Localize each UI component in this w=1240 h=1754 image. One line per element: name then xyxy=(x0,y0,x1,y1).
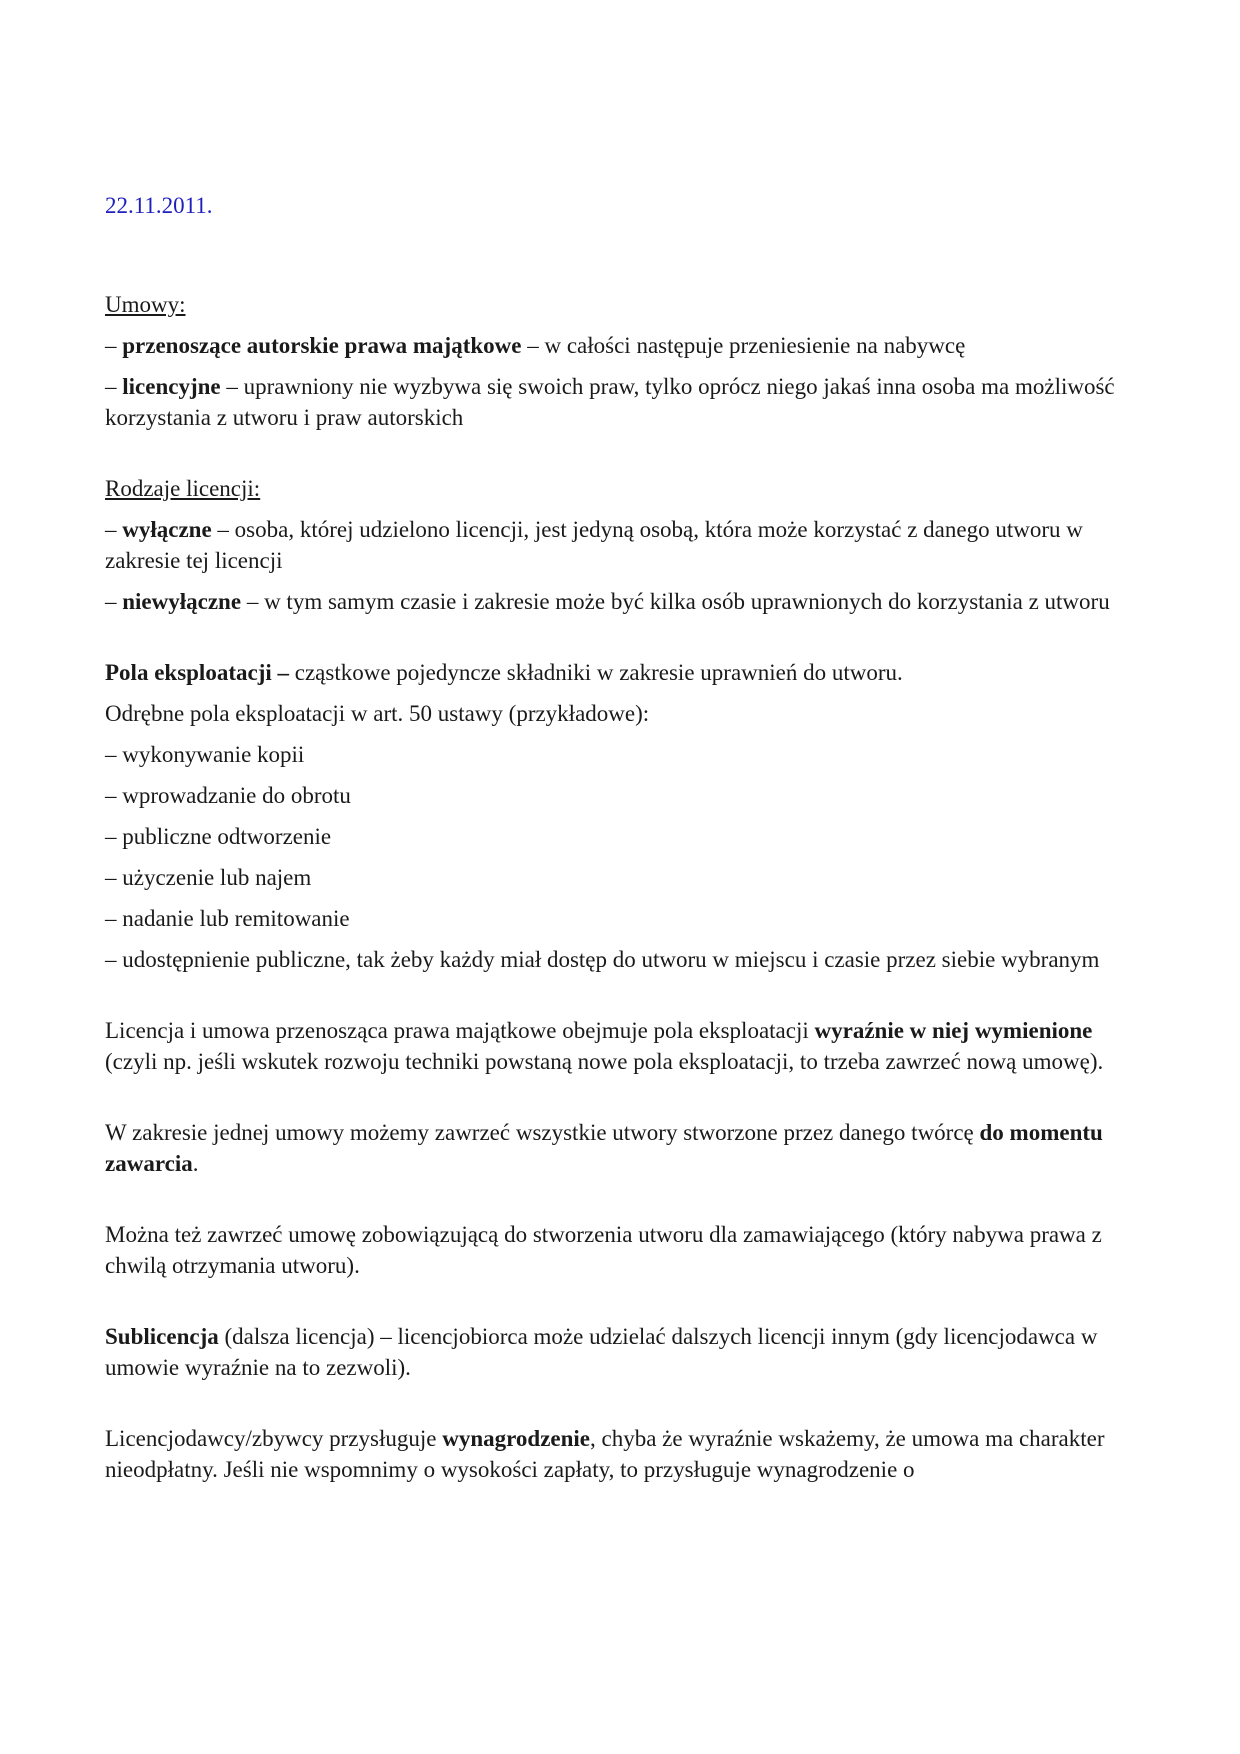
text-run-bold: do momentu zawarcia xyxy=(105,1120,1103,1176)
term-definition: – uprawniony nie wyzbywa się swoich praw, tylko oprócz niego jakaś inna osoba ma możliwość korzystania z utworu i praw autorskich xyxy=(105,374,1115,430)
paragraph-zakres-umowy xyxy=(105,1117,1135,1179)
dash-prefix: – xyxy=(105,333,123,358)
term-definition: cząstkowe pojedyncze składniki w zakresie uprawnień do utworu. xyxy=(294,660,903,685)
text-run-bold: Sublicencja xyxy=(105,1324,219,1349)
exploitation-field-item: – użyczenie lub najem xyxy=(105,865,312,890)
paragraph-licencja-wylaczna xyxy=(105,514,1135,576)
text-run-bold: wynagrodzenie xyxy=(442,1426,591,1451)
dash-prefix: – xyxy=(105,589,123,614)
term-definition: – osoba, której udzielono licencji, jest jedyną osobą, która może korzystać z danego utworu w zakresie tej licencji xyxy=(105,517,1083,573)
paragraph-sublicencja xyxy=(105,1321,1135,1383)
text-run: . xyxy=(192,1151,199,1176)
term-bold: Pola eksploatacji – xyxy=(105,660,295,685)
paragraph-wynagrodzenie xyxy=(105,1423,1135,1485)
text-run: Licencjodawcy/zbywcy przysługuje xyxy=(105,1426,443,1451)
text-run: W zakresie jednej umowy możemy zawrzeć wszystkie utwory stworzone przez danego twórcę xyxy=(105,1120,980,1145)
paragraph-licencja-umowa xyxy=(105,1015,1135,1077)
paragraph-umowy-przenoszace xyxy=(105,330,1135,361)
term-bold: przenoszące autorskie prawa majątkowe xyxy=(122,333,522,358)
exploitation-field-item: – wykonywanie kopii xyxy=(105,742,305,767)
exploitation-field-item: – publiczne odtworzenie xyxy=(105,824,332,849)
term-bold: licencyjne xyxy=(122,374,221,399)
dash-prefix: – xyxy=(105,374,123,399)
exploitation-field-item: – wprowadzanie do obrotu xyxy=(105,783,351,808)
dash-prefix: – xyxy=(105,517,123,542)
document-date: 22.11.2011. xyxy=(105,193,213,218)
exploitation-field-item: – udostępnienie publiczne, tak żeby każdy miał dostęp do utworu w miejscu i czasie przez siebie wybranym xyxy=(105,947,1100,972)
paragraph-pola-eksploatacji xyxy=(105,657,1135,688)
section-heading-rodzaje-licencji: Rodzaje licencji: xyxy=(105,476,261,501)
term-bold: wyłączne xyxy=(122,517,212,542)
paragraph-umowa-zamowienie: Można też zawrzeć umowę zobowiązującą do stworzenia utworu dla zamawiającego (który nabywa prawa z chwilą otrzymania utworu). xyxy=(105,1222,1102,1278)
text-run: Licencja i umowa przenosząca prawa majątkowe obejmuje pola eksploatacji xyxy=(105,1018,815,1043)
paragraph-umowy-licencyjne xyxy=(105,371,1135,433)
term-definition: – w całości następuje przeniesienie na nabywcę xyxy=(521,333,966,358)
paragraph-odrebne-pola-intro: Odrębne pola eksploatacji w art. 50 ustawy (przykładowe): xyxy=(105,701,650,726)
paragraph-licencja-niewylaczna xyxy=(105,586,1135,617)
text-run: (czyli np. jeśli wskutek rozwoju techniki powstaną nowe pola eksploatacji, to trzeba zawrzeć nową umowę). xyxy=(105,1049,1104,1074)
exploitation-field-item: – nadanie lub remitowanie xyxy=(105,906,350,931)
text-run: (dalsza licencja) – licencjobiorca może udzielać dalszych licencji innym (gdy licencjodawca w umowie wyraźnie na to zezwoli). xyxy=(105,1324,1098,1380)
text-run-bold: wyraźnie w niej wymienione xyxy=(814,1018,1093,1043)
section-heading-umowy: Umowy: xyxy=(105,292,186,317)
term-definition: – w tym samym czasie i zakresie może być kilka osób uprawnionych do korzystania z utworu xyxy=(241,589,1110,614)
text-run: , chyba że wyraźnie wskażemy, że umowa ma charakter nieodpłatny. Jeśli nie wspomnimy o wysokości zapłaty, to przysługuje wynagrodzenie o xyxy=(105,1426,1105,1482)
term-bold: niewyłączne xyxy=(122,589,242,614)
